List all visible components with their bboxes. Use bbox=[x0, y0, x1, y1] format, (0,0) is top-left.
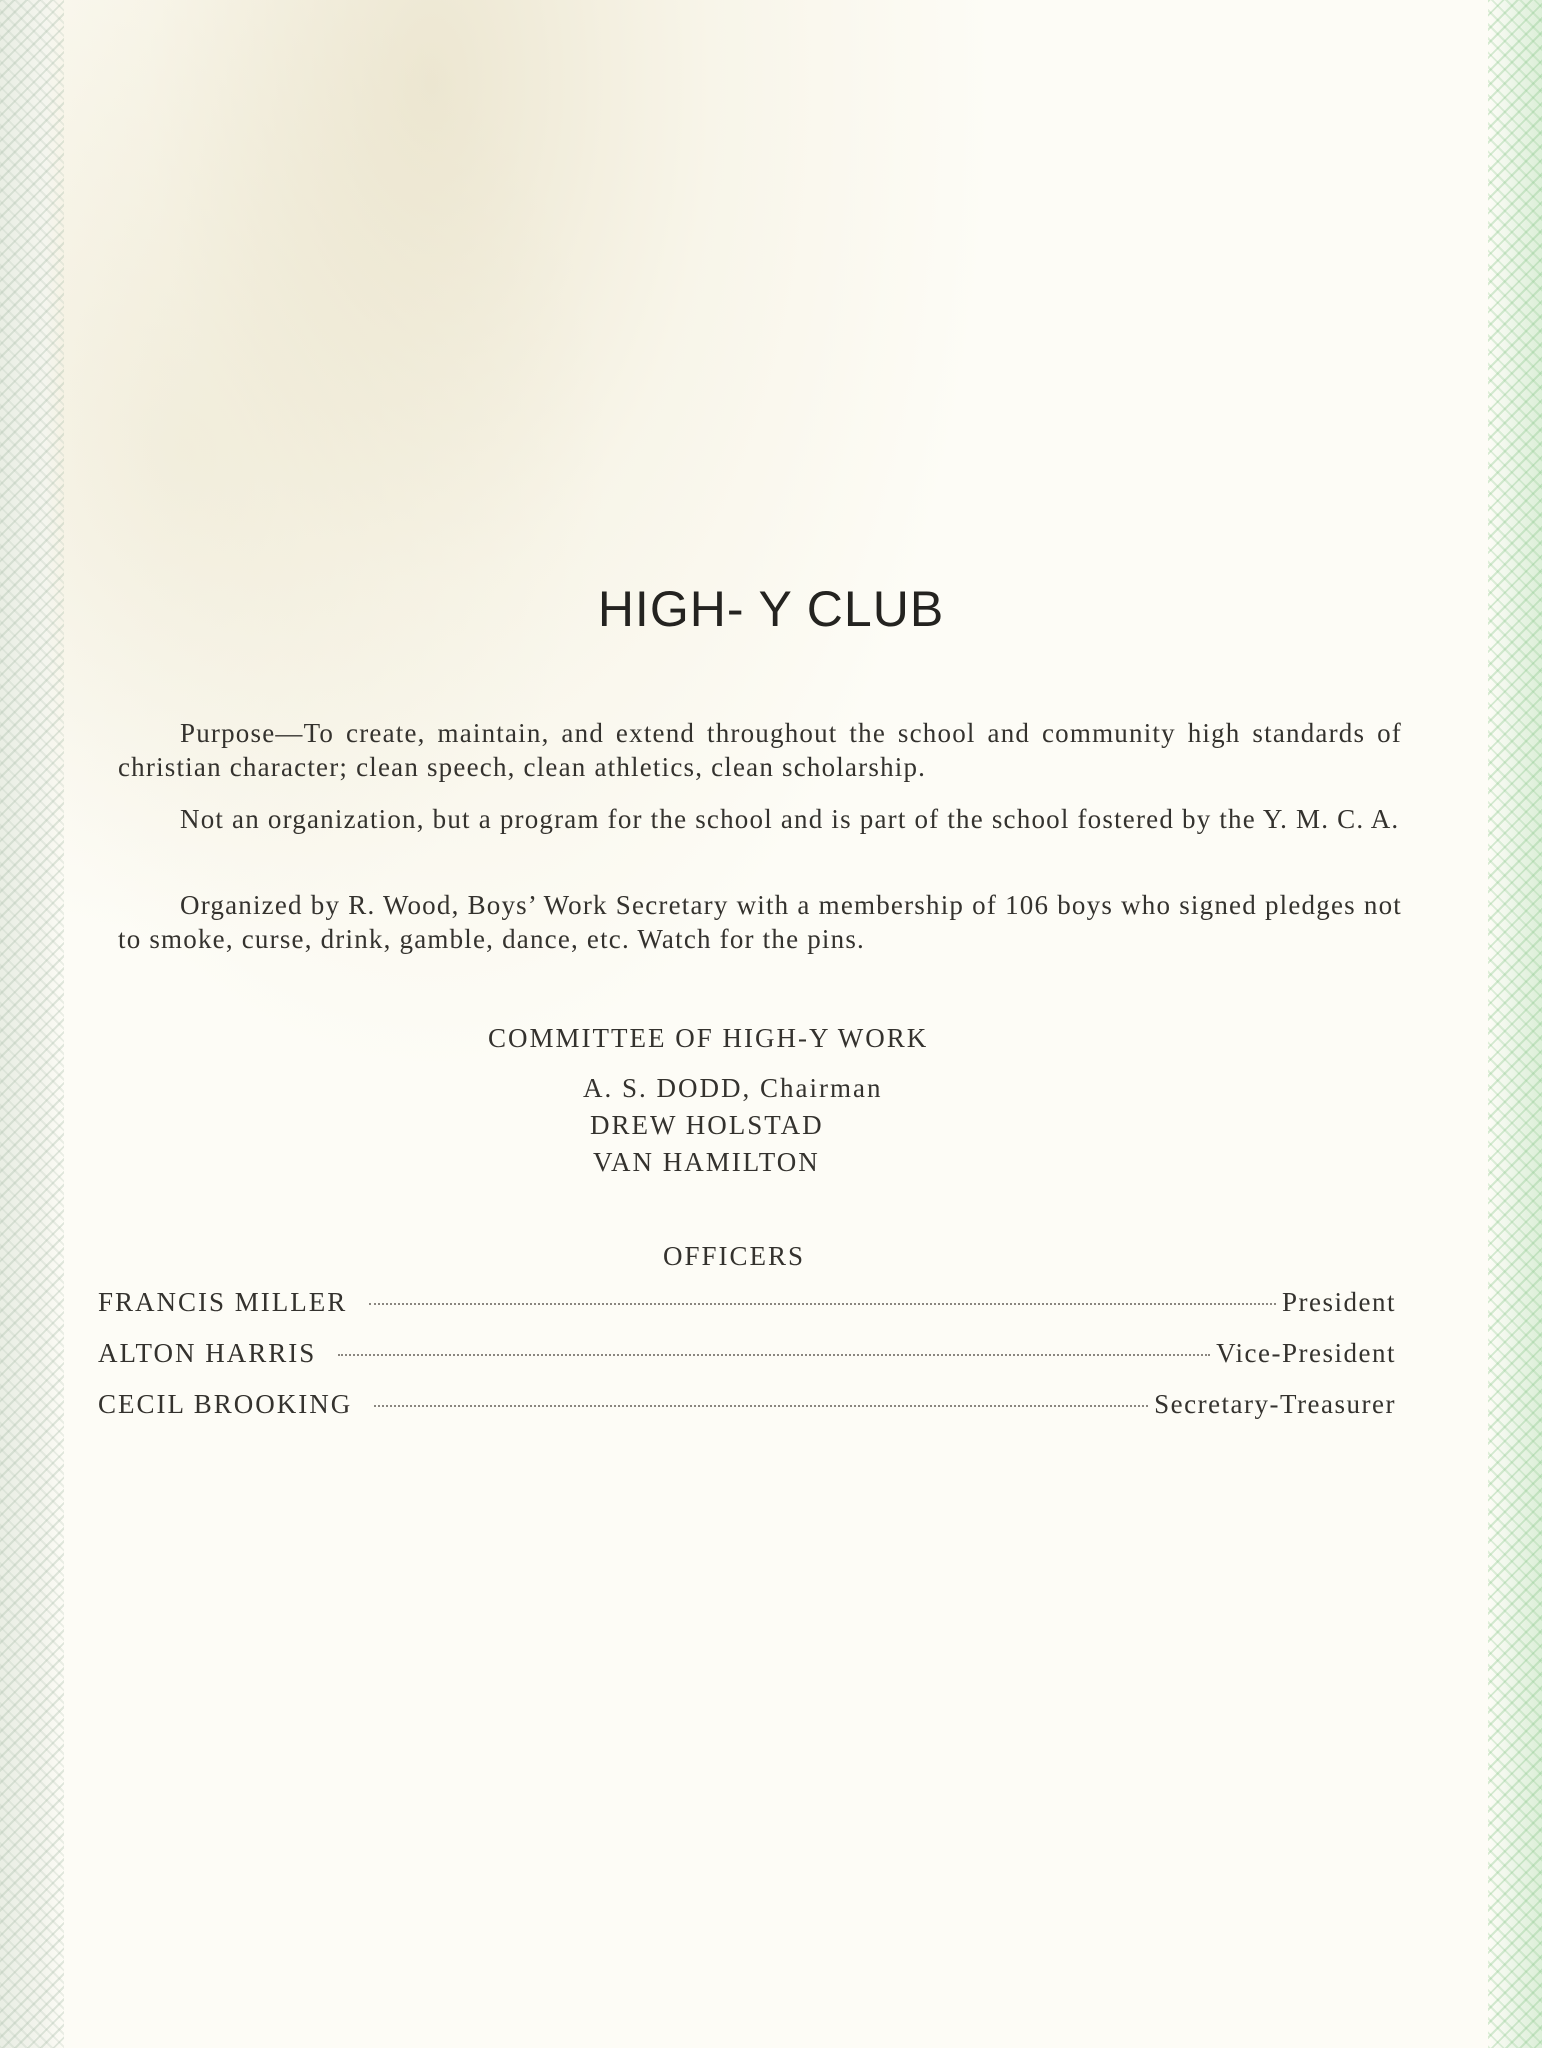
left-binding-edge bbox=[0, 0, 64, 2048]
dot-leader bbox=[338, 1354, 1210, 1356]
right-binding-edge bbox=[1488, 0, 1542, 2048]
dot-leader bbox=[369, 1303, 1276, 1305]
officers-heading: OFFICERS bbox=[663, 1241, 806, 1271]
purpose-paragraph: Purpose—To create, maintain, and extend throughout the school and community high standards of christian character; clean speech, clean athletics, clean scholarship. bbox=[118, 718, 1402, 782]
committee-member: DREW HOLSTAD bbox=[590, 1110, 824, 1140]
dot-leader bbox=[374, 1405, 1148, 1407]
committee-member: VAN HAMILTON bbox=[593, 1147, 820, 1177]
officer-title: Secretary-Treasurer bbox=[1154, 1389, 1396, 1419]
officer-row bbox=[98, 1338, 1396, 1369]
officer-title: Vice-President bbox=[1216, 1338, 1396, 1368]
officer-row bbox=[98, 1287, 1396, 1318]
page-title: HIGH- Y CLUB bbox=[597, 581, 945, 637]
officer-name: ALTON HARRIS bbox=[98, 1338, 317, 1368]
committee-heading: COMMITTEE OF HIGH-Y WORK bbox=[488, 1023, 929, 1053]
program-paragraph: Not an organization, but a program for the school and is part of the school fostered by the Y. M. C. A. bbox=[180, 804, 1400, 834]
organization-paragraph: Organized by R. Wood, Boys’ Work Secretary with a membership of 106 boys who signed pledges not to smoke, curse, drink, gamble, dance, etc. Watch for the pins. bbox=[118, 890, 1402, 954]
officer-row bbox=[98, 1389, 1396, 1420]
officer-name: CECIL BROOKING bbox=[98, 1389, 353, 1419]
officer-title: President bbox=[1282, 1287, 1396, 1317]
officer-name: FRANCIS MILLER bbox=[98, 1287, 348, 1317]
committee-member: A. S. DODD, Chairman bbox=[583, 1073, 883, 1103]
